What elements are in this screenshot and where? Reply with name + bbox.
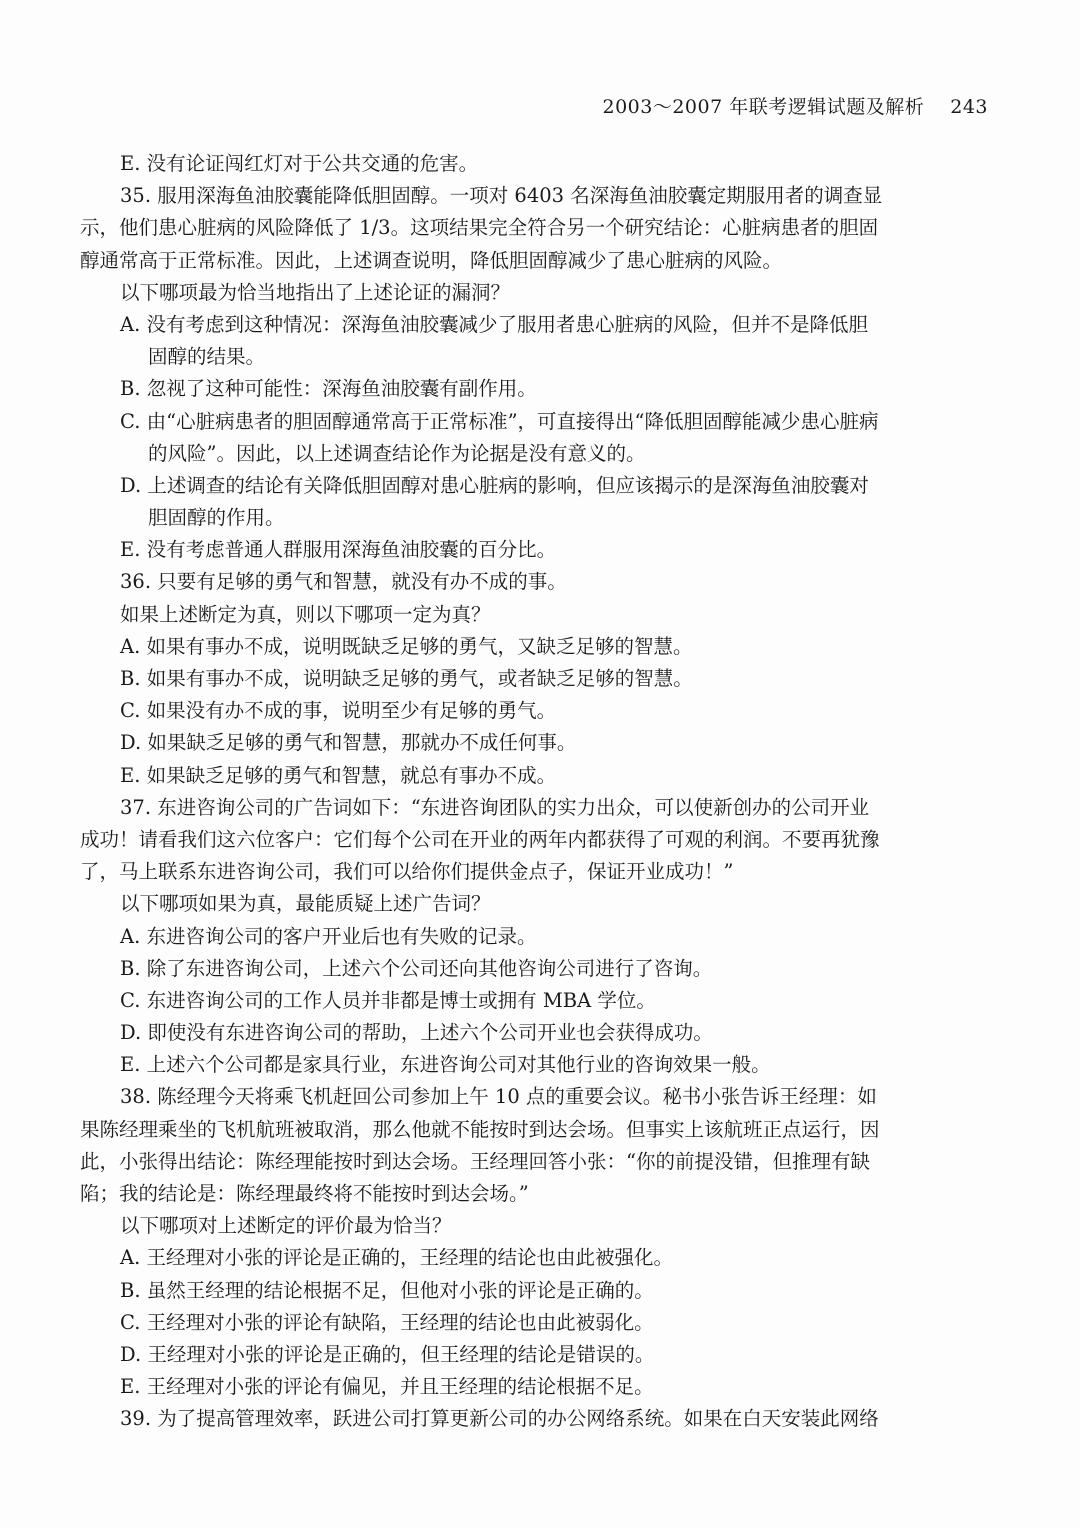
text-line: C. 东进咨询公司的工作人员并非都是博士或拥有 MBA 学位。: [120, 988, 656, 1012]
text-line: 了，马上联系东进咨询公司，我们可以给你们提供金点子，保证开业成功！”: [80, 860, 734, 884]
text-line: 以下哪项对上述断定的评价最为恰当？: [120, 1214, 452, 1238]
text-line: D. 上述调查的结论有关降低胆固醇对患心脏病的影响，但应该揭示的是深海鱼油胶囊对: [120, 473, 869, 497]
running-header-title: 2003～2007 年联考逻辑试题及解析: [602, 96, 925, 118]
text-line: E. 王经理对小张的评论有偏见，并且王经理的结论根据不足。: [120, 1375, 654, 1399]
text-line: B. 除了东进咨询公司，上述六个公司还向其他咨询公司进行了咨询。: [120, 956, 713, 980]
running-header: [602, 92, 988, 119]
text-line: 成功！请看我们这六位客户：它们每个公司在开业的两年内都获得了可观的利润。不要再犹豫: [80, 827, 880, 851]
text-line: 胆固醇的作用。: [148, 506, 285, 530]
text-line: C. 如果没有办不成的事，说明至少有足够的勇气。: [120, 699, 557, 723]
text-line: A. 东进咨询公司的客户开业后也有失败的记录。: [120, 924, 537, 948]
text-line: D. 王经理对小张的评论是正确的，但王经理的结论是错误的。: [120, 1342, 655, 1366]
text-line: C. 王经理对小张的评论有缺陷，王经理的结论也由此被弱化。: [120, 1310, 654, 1334]
text-line: 果陈经理乘坐的飞机航班被取消，那么他就不能按时到达会场。但事实上该航班正点运行，因: [80, 1117, 880, 1141]
text-line: 如果上述断定为真，则以下哪项一定为真？: [120, 602, 491, 626]
text-line: 36. 只要有足够的勇气和智慧，就没有办不成的事。: [120, 570, 567, 594]
text-line: 39. 为了提高管理效率，跃进公司打算更新公司的办公网络系统。如果在白天安装此网络: [120, 1407, 879, 1431]
text-line: 陷；我的结论是：陈经理最终将不能按时到达会场。”: [80, 1182, 529, 1205]
text-line: 以下哪项如果为真，最能质疑上述广告词？: [120, 892, 491, 916]
text-line: B. 如果有事办不成，说明缺乏足够的勇气，或者缺乏足够的智慧。: [120, 667, 693, 690]
text-line: E. 上述六个公司都是家具行业，东进咨询公司对其他行业的咨询效果一般。: [120, 1053, 771, 1077]
text-line: 38. 陈经理今天将乘飞机赶回公司参加上午 10 点的重要会议。秘书小张告诉王经理：如: [120, 1085, 877, 1109]
text-line: A. 没有考虑到这种情况：深海鱼油胶囊减少了服用者患心脏病的风险，但并不是降低胆: [120, 312, 868, 336]
text-line: C. 由“心脏病患者的胆固醇通常高于正常标准”，可直接得出“降低胆固醇能减少患心脏病: [120, 409, 879, 433]
text-line: E. 如果缺乏足够的勇气和智慧，就总有事办不成。: [120, 763, 557, 787]
text-line: B. 虽然王经理的结论根据不足，但他对小张的评论是正确的。: [120, 1278, 654, 1302]
text-line: A. 如果有事办不成，说明既缺乏足够的勇气，又缺乏足够的智慧。: [120, 634, 693, 658]
text-line: 的风险”。因此，以上述调查结论作为论据是没有意义的。: [148, 441, 646, 465]
text-line: 固醇的结果。: [148, 345, 266, 369]
text-line: 以下哪项最为恰当地指出了上述论证的漏洞？: [120, 280, 511, 304]
text-line: D. 如果缺乏足够的勇气和智慧，那就办不成任何事。: [120, 731, 577, 755]
text-line: B. 忽视了这种可能性：深海鱼油胶囊有副作用。: [120, 377, 537, 401]
text-line: D. 即使没有东进咨询公司的帮助，上述六个公司开业也会获得成功。: [120, 1021, 713, 1045]
text-line: 醇通常高于正常标准。因此，上述调查说明，降低胆固醇减少了患心脏病的风险。: [80, 248, 783, 272]
text-line: A. 王经理对小张的评论是正确的，王经理的结论也由此被强化。: [120, 1246, 673, 1270]
page-number: 243: [950, 96, 988, 118]
text-line: E. 没有论证闯红灯对于公共交通的危害。: [120, 152, 479, 175]
text-line: 35. 服用深海鱼油胶囊能降低胆固醇。一项对 6403 名深海鱼油胶囊定期服用者的调查显: [120, 184, 883, 208]
text-line: 示，他们患心脏病的风险降低了 1/3。这项结果完全符合另一个研究结论：心脏病患者的胆固: [80, 216, 879, 240]
text-line: 此，小张得出结论：陈经理能按时到达会场。王经理回答小张：“你的前提没错，但推理有缺: [80, 1149, 870, 1173]
page-body-text: [80, 148, 1000, 1436]
text-line: 37. 东进咨询公司的广告词如下：“东进咨询团队的实力出众，可以使新创办的公司开业: [120, 795, 870, 819]
text-line: E. 没有考虑普通人群服用深海鱼油胶囊的百分比。: [120, 538, 557, 562]
